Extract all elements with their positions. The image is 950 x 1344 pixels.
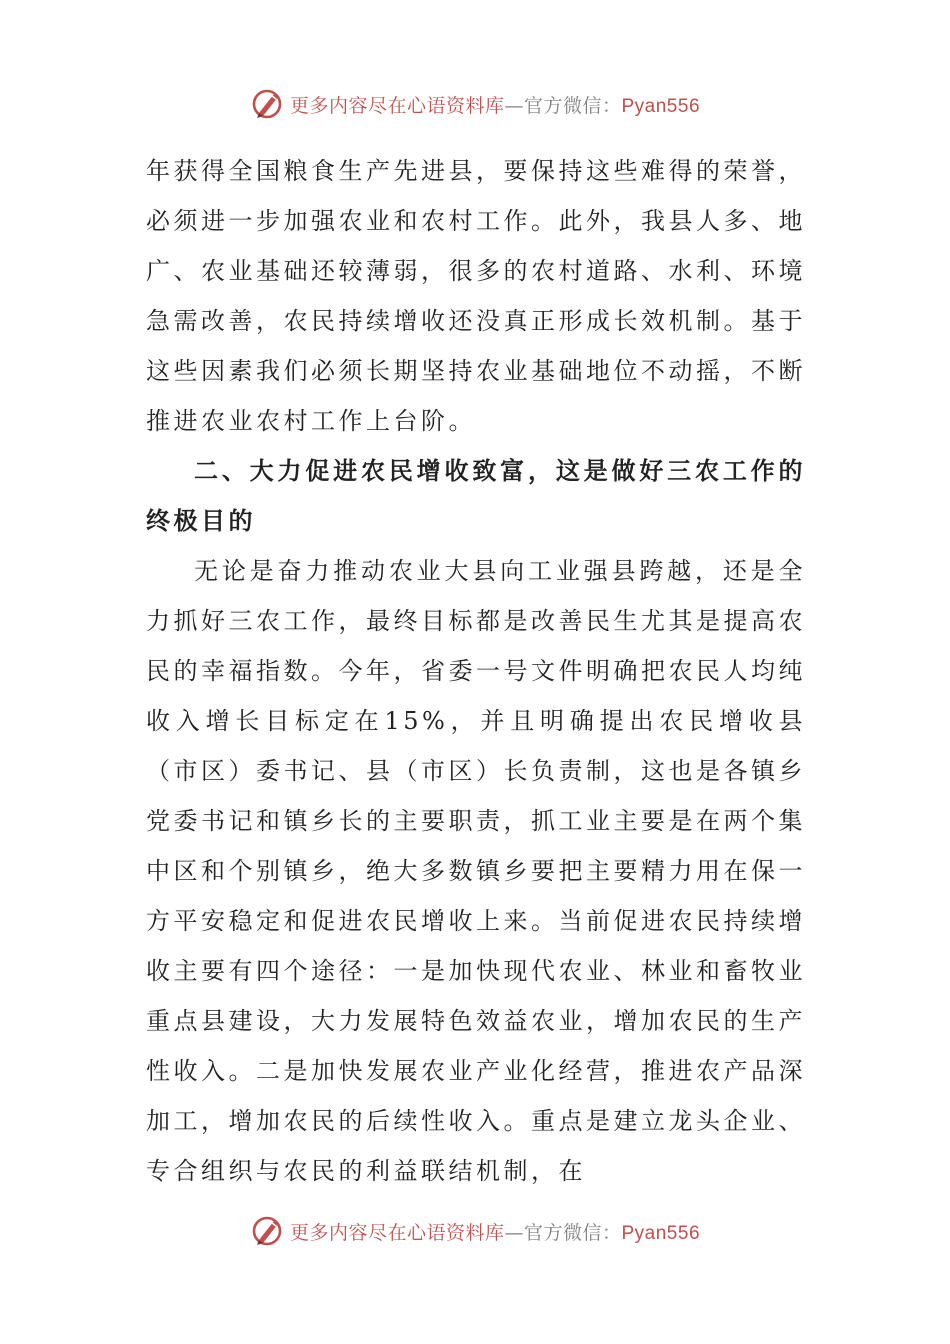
- paragraph-1: 年获得全国粮食生产先进县，要保持这些难得的荣誉，必须进一步加强农业和农村工作。此外，我县人多、地广、农业基础还较薄弱，很多的农村道路、水利、环境急需改善，农民持续增收还没真正形成长效机制。基于这些因素我们必须长期坚持农业基础地位不动摇，不断推进农业农村工作上台阶。: [146, 157, 806, 435]
- header-banner: [0, 84, 950, 124]
- pen-logo-icon: [250, 86, 286, 122]
- banner-wechat-label: 官方微信：: [523, 1221, 622, 1244]
- banner-text: [290, 1218, 700, 1245]
- banner-wechat-id: Pyan556: [621, 1222, 701, 1244]
- banner-main-text: 更多内容尽在心语资料库: [289, 1221, 505, 1244]
- pen-logo-icon: [250, 1213, 286, 1249]
- footer-banner: [0, 1211, 950, 1251]
- banner-separator: —: [504, 1221, 524, 1244]
- section-heading: 二、大力促进农民增收致富，这是做好三农工作的终极目的: [146, 456, 806, 535]
- banner-main-text: 更多内容尽在心语资料库: [289, 94, 505, 117]
- banner-separator: —: [504, 94, 524, 117]
- paragraph-2: 无论是奋力推动农业大县向工业强县跨越，还是全力抓好三农工作，最终目标都是改善民生尤其是提高农民的幸福指数。今年，省委一号文件明确把农民人均纯收入增长目标定在15%，并且明确提出农民增收县（市区）委书记、县（市区）长负责制，这也是各镇乡党委书记和镇乡长的主要职责，抓工业主要是在两个集中区和个别镇乡，绝大多数镇乡要把主要精力用在保一方平安稳定和促进农民增收上来。当前促进农民持续增收主要有四个途径：一是加快现代农业、林业和畜牧业重点县建设，大力发展特色效益农业，增加农民的生产性收入。二是加快发展农业产业化经营，推进农产品深加工，增加农民的后续性收入。重点是建立龙头企业、专合组织与农民的利益联结机制，在: [146, 557, 806, 1185]
- banner-wechat-label: 官方微信：: [523, 94, 622, 117]
- banner-text: [290, 91, 700, 118]
- banner-wechat-id: Pyan556: [621, 95, 701, 117]
- document-body: [146, 146, 806, 1196]
